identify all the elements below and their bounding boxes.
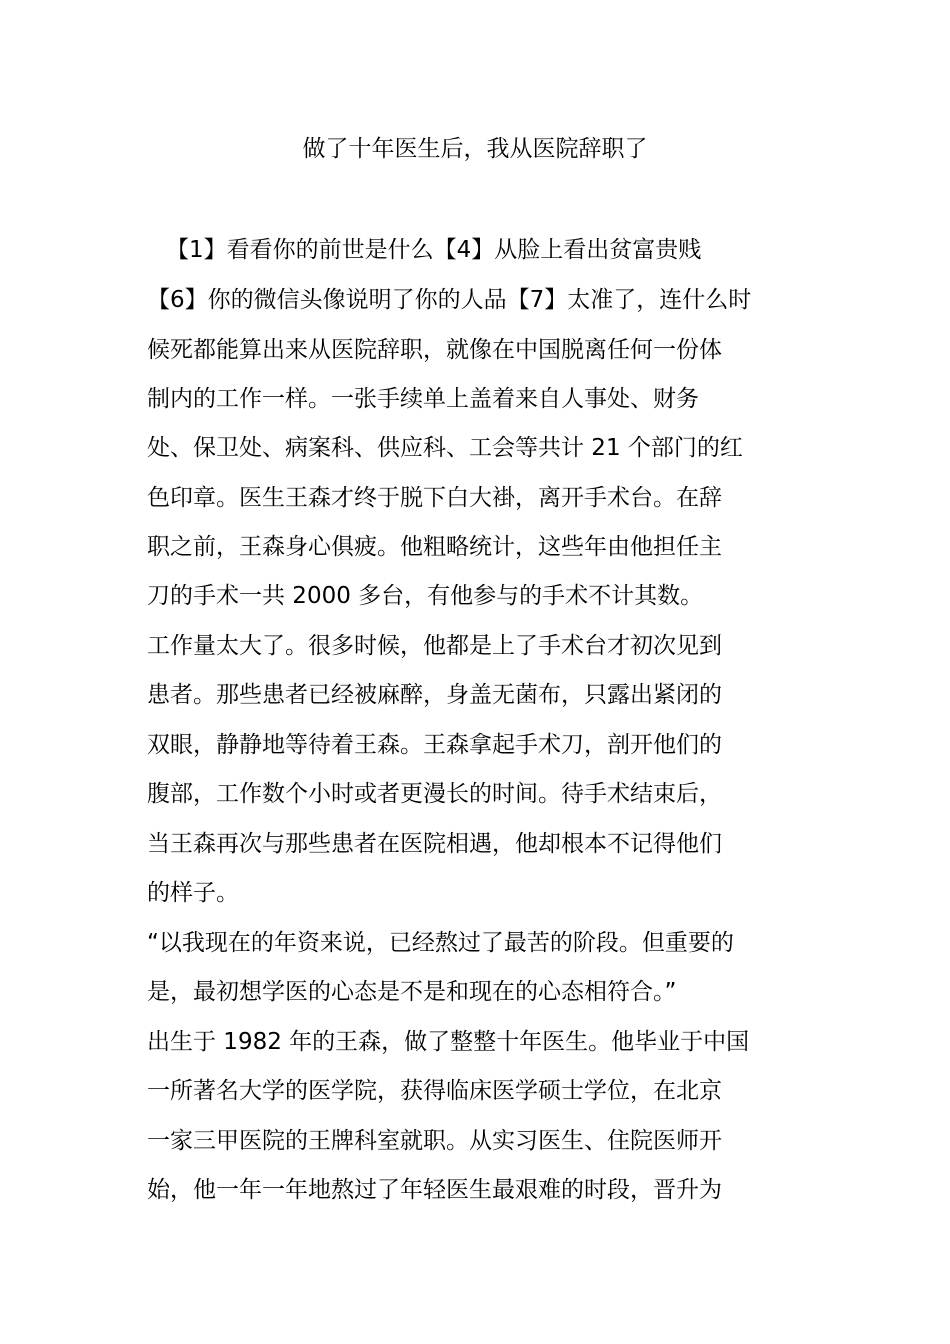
body-line: 双眼，静静地等待着王森。王森拿起手术刀，剖开他们的 — [147, 732, 722, 758]
body-line: 职之前，王森身心俱疲。他粗略统计，这些年由他担任主 — [147, 534, 722, 560]
body-line: 制内的工作一样。一张手续单上盖着来自人事处、财务 — [147, 386, 699, 412]
body-line: 腹部，工作数个小时或者更漫长的时间。待手术结束后， — [147, 781, 722, 807]
body-line: 处、保卫处、病案科、供应科、工会等共计 21 个部门的红 — [147, 435, 743, 461]
body-line: “以我现在的年资来说，已经熬过了最苦的阶段。但重要的 — [147, 930, 734, 956]
body-line: 一所著名大学的医学院，获得临床医学硕士学位，在北京 — [147, 1078, 722, 1104]
document-title: 做了十年医生后，我从医院辞职了 — [302, 136, 648, 162]
body-line: 色印章。医生王森才终于脱下白大褂，离开手术台。在辞 — [147, 485, 722, 511]
body-line: 是，最初想学医的心态是不是和现在的心态相符合。” — [147, 979, 677, 1005]
body-line: 候死都能算出来从医院辞职，就像在中国脱离任何一份体 — [147, 337, 722, 363]
body-line: 工作量太大了。很多时候，他都是上了手术台才初次见到 — [147, 633, 722, 659]
body-line: 【1】看看你的前世是什么【4】从脸上看出贫富贵贱 — [166, 237, 702, 263]
body-line: 一家三甲医院的王牌科室就职。从实习医生、住院医师开 — [147, 1128, 722, 1154]
body-line: 【6】你的微信头像说明了你的人品【7】太准了，连什么时 — [147, 287, 752, 313]
body-line: 始，他一年一年地熬过了年轻医生最艰难的时段，晋升为 — [147, 1177, 722, 1203]
body-line: 的样子。 — [147, 880, 239, 906]
body-line: 患者。那些患者已经被麻醉，身盖无菌布，只露出紧闭的 — [147, 682, 722, 708]
body-line: 出生于 1982 年的王森，做了整整十年医生。他毕业于中国 — [147, 1029, 750, 1055]
body-line: 刀的手术一共 2000 多台，有他参与的手术不计其数。 — [147, 583, 704, 609]
body-line: 当王森再次与那些患者在医院相遇，他却根本不记得他们 — [147, 831, 722, 857]
